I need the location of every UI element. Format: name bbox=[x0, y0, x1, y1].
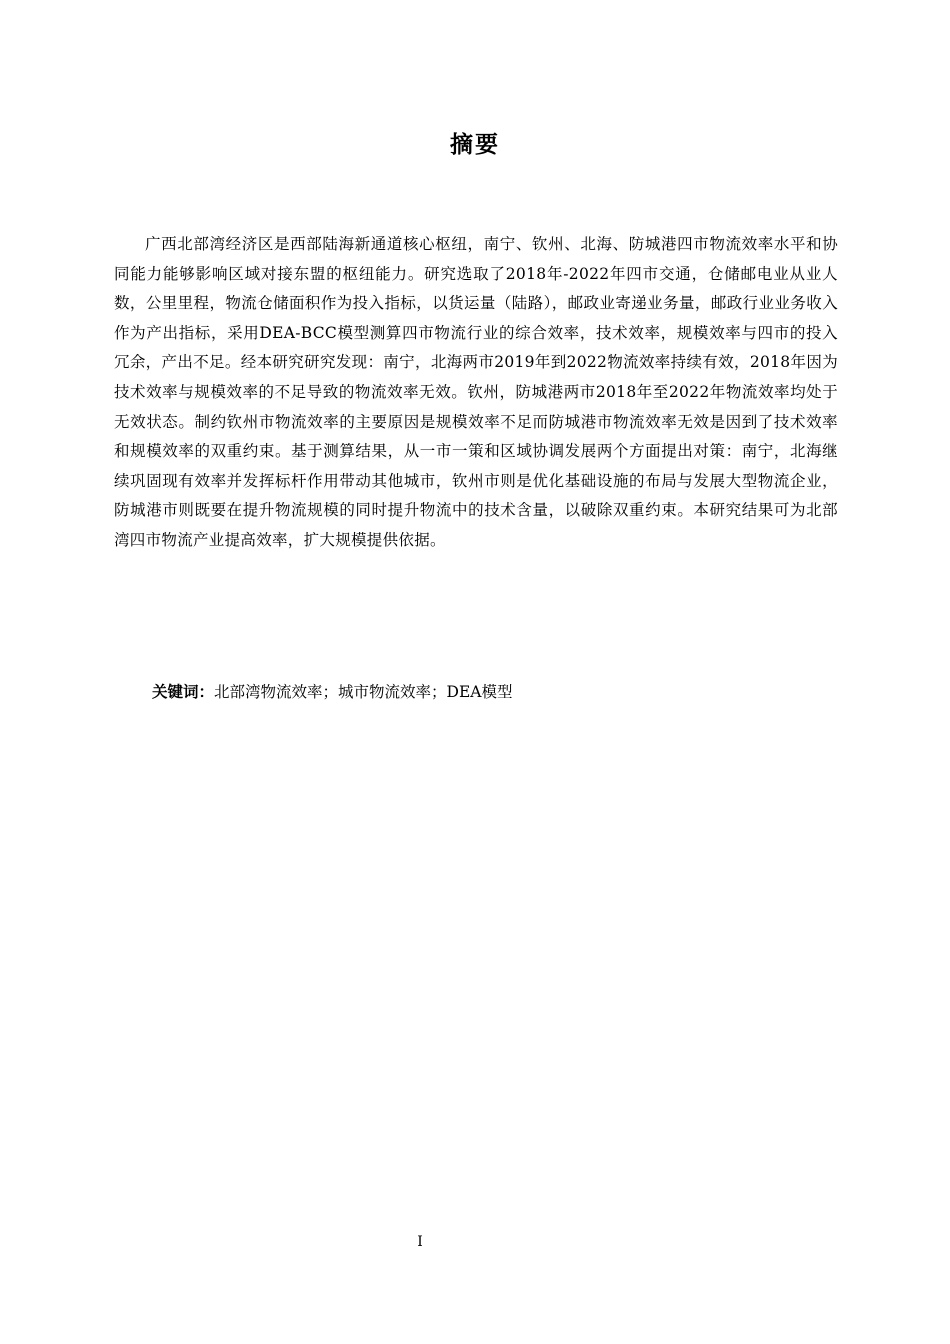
page-number-container bbox=[0, 1232, 950, 1252]
keywords-label: 关键词： bbox=[152, 683, 215, 701]
abstract-body: 广西北部湾经济区是西部陆海新通道核心枢纽，南宁、钦州、北海、防城港四市物流效率水平和协同能力能够影响区域对接东盟的枢纽能力。研究选取了2018年-2022年四市交通，仓储邮电业从业人数，公里里程，物流仓储面积作为投入指标，以货运量（陆路），邮政业寄递业务量，邮政行业业务收入作为产出指标，采用DEA-BCC模型测算四市物流行业的综合效率，技术效率，规模效率与四市的投入冗余，产出不足。经本研究研究发现：南宁，北海两市2019年到2022物流效率持续有效，2018年因为技术效率与规模效率的不足导致的物流效率无效。钦州，防城港两市2018年至2022年物流效率均处于无效状态。制约钦州市物流效率的主要原因是规模效率不足而防城港市物流效率无效是因到了技术效率和规模效率的双重约束。基于测算结果，从一市一策和区域协调发展两个方面提出对策：南宁，北海继续巩固现有效率并发挥标杆作用带动其他城市，钦州市则是优化基础设施的布局与发展大型物流企业，防城港市则既要在提升物流规模的同时提升物流中的技术含量，以破除双重约束。本研究结果可为北部湾四市物流产业提高效率，扩大规模提供依据。 bbox=[114, 235, 838, 549]
keywords-line bbox=[152, 678, 838, 708]
abstract-title: 摘要 bbox=[450, 132, 500, 158]
keywords-text: 北部湾物流效率；城市物流效率；DEA模型 bbox=[214, 683, 513, 701]
page-number: I bbox=[417, 1234, 423, 1250]
